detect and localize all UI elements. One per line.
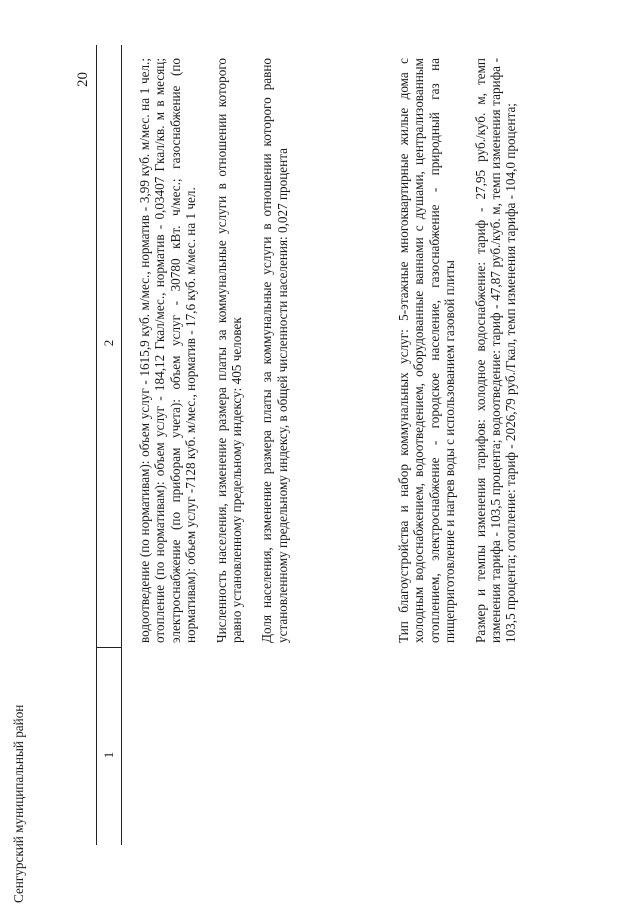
text-line: водоотведение: тариф - 47,87 руб./куб. м, темп изменения тарифа - 103,5 процента; [488,57,519,643]
district-name: Сенгурский муниципальный район [11,704,26,903]
text-line: холодное водоснабжение: тариф - 27,95 руб./куб. м, темп изменения тарифа - [472,58,504,643]
text-line: в отношении которого равно установленному предельному индексу: 405 человек [213,58,245,643]
paragraph [214,58,245,643]
text-line: Численность населения, изменение размера платы за коммунальные услуги [213,195,229,643]
text-line: 17,6 куб. м/мес. на 1 чел. [183,187,199,328]
page-number: 20 [75,72,91,87]
text-line: 0,03407 Гкал/кв. м в месяц; [152,57,168,220]
text-line: Тип благоустройства и набор коммунальных услуг: [396,329,411,643]
text-line: 3,99 куб. м/мес. на 1 чел.; [137,57,152,204]
text-line: газоснабжение (по нормативам): объем услуг -7128 куб. м/мес., норматив - [167,57,199,643]
text-line: Доля населения, изменение размера платы за коммунальные услуги в отношении [259,153,275,643]
text-line: 103,5 процента; [488,439,504,529]
text-line: электроснабжение (по приборам учета): объем услуг - 30780 кВт. ч/мес.; [167,178,183,643]
paragraph [137,58,199,643]
text-line: водоотведением, оборудованные ваннами с душами, централизованным [411,57,427,477]
paragraph [396,58,458,643]
text-line: 5-этажные многоквартирные жилые дома с холодным водоснабжением, [396,58,427,643]
text-line: газ на пищеприготовление и нагрев воды с использованием газовой плиты [426,58,458,643]
column-header-2: 2 [101,339,116,347]
text-line: водоотведение (по нормативам): объем услуг - 1615,9 куб. м/мес., норматив - [137,206,152,643]
table-row-continued [137,58,290,643]
paragraph [473,58,519,643]
text-line: отопление (по нормативам): объем услуг - 184,12 Гкал/мес., норматив - [152,224,168,643]
text-line: отоплением, электроснабжение - городское население, газоснабжение - природный [426,112,442,643]
column-divider [96,647,122,648]
table-top-rule [96,45,97,845]
text-line: отопление: тариф - 2026,79 руб./Гкал, темп изменения тарифа - 104,0 процента; [503,103,519,552]
table-row-sengur [396,58,519,643]
paragraph [259,58,290,643]
text-line: населения: 0,027 процента [274,148,290,298]
text-line: которого равно установленному предельному индексу, в общей численности [259,57,290,643]
text-line: Размер и темпы изменения тарифов: [472,419,488,643]
header-bottom-rule [121,45,122,845]
column-header-1: 1 [101,751,116,759]
